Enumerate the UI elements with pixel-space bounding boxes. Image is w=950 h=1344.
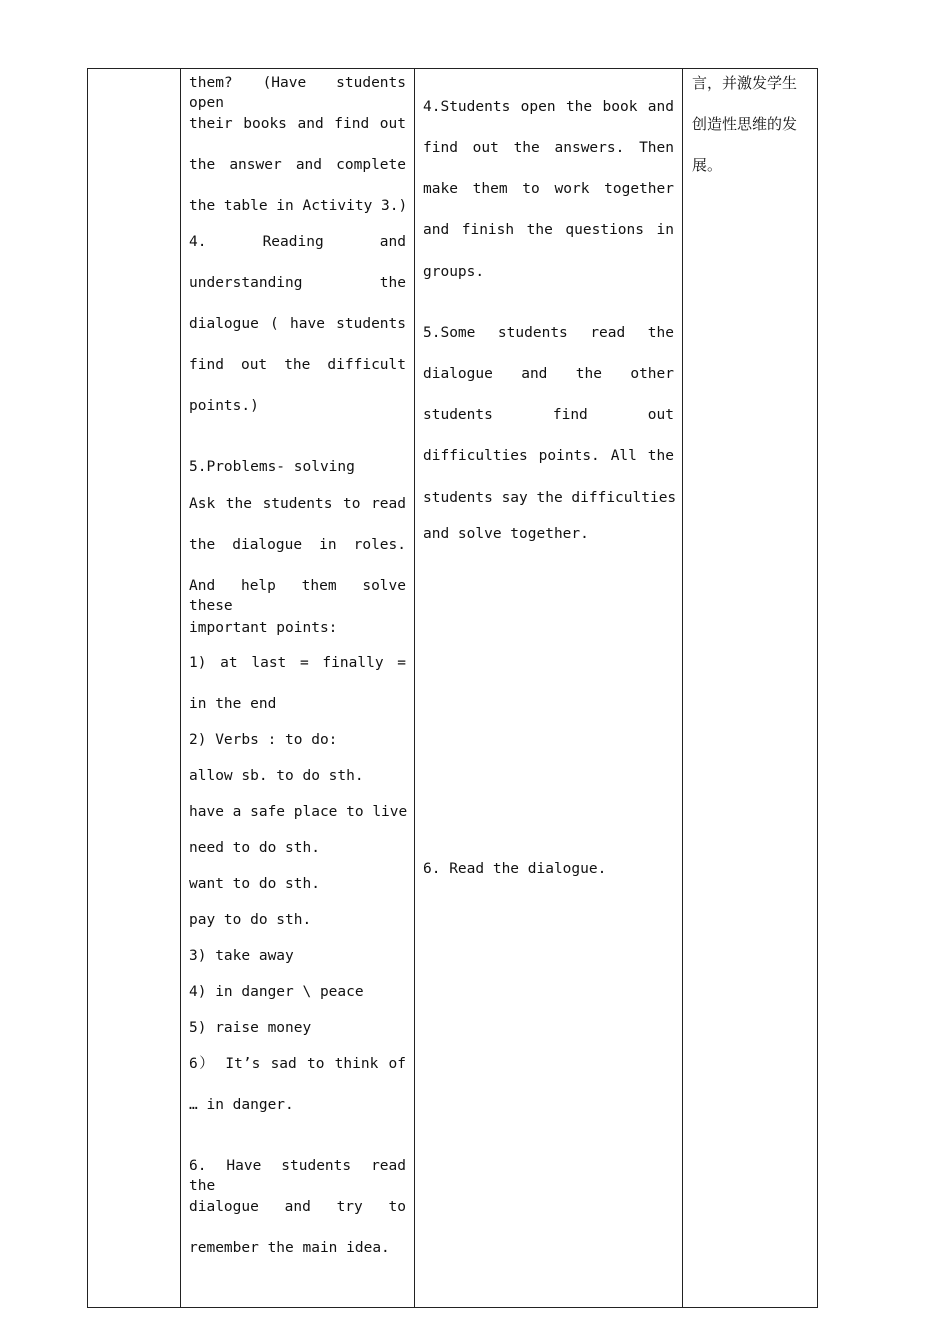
text-line: 创造性思维的发 (692, 115, 798, 133)
text-line: and solve together. (423, 526, 589, 542)
text-line: dialogue and try to (189, 1199, 406, 1215)
text-line: the answer and complete (189, 157, 406, 173)
text-line: pay to do sth. (189, 912, 312, 928)
text-line: 6） It’s sad to think of (189, 1056, 406, 1072)
text-line: remember the main idea. (189, 1240, 390, 1256)
student-activity-cell (414, 69, 682, 1307)
text-line: And help them solve these (189, 578, 406, 614)
text-line: their books and find out (189, 116, 406, 132)
text-line: dialogue and the other (423, 366, 674, 382)
text-line: 5) raise money (189, 1020, 312, 1036)
text-line: and finish the questions in (423, 222, 674, 238)
text-line: 1) at last = finally = (189, 655, 406, 671)
text-line: want to do sth. (189, 876, 320, 892)
text-line: … in danger. (189, 1097, 294, 1113)
text-line: 2) Verbs : to do: (189, 732, 338, 748)
text-line: 6. Read the dialogue. (423, 861, 607, 877)
table-cell-empty (88, 69, 180, 1307)
text-line: understanding the (189, 275, 406, 291)
text-line: 言，并激发学生 (692, 74, 798, 92)
text-line: find out the answers. Then (423, 140, 674, 156)
text-line: have a safe place to live (189, 804, 408, 820)
text-line: 4.Students open the book and (423, 99, 674, 115)
text-line: 展。 (692, 156, 723, 174)
text-line: 6. Have students read the (189, 1158, 406, 1194)
text-line: need to do sth. (189, 840, 320, 856)
text-line: make them to work together (423, 181, 674, 197)
lesson-plan-table (87, 68, 818, 1308)
text-line: allow sb. to do sth. (189, 768, 364, 784)
text-line: 4. Reading and (189, 234, 406, 250)
text-line: dialogue ( have students (189, 316, 406, 332)
text-line: Ask the students to read (189, 496, 406, 512)
text-line: the dialogue in roles. (189, 537, 406, 553)
text-line: points.) (189, 398, 259, 414)
text-line: them? (Have students open (189, 75, 406, 111)
text-line: students find out (423, 407, 674, 423)
text-line: important points: (189, 620, 338, 636)
text-line: 3) take away (189, 948, 294, 964)
text-line: find out the difficult (189, 357, 406, 373)
teacher-activity-cell (180, 69, 414, 1307)
text-line: 5.Some students read the (423, 325, 674, 341)
text-line: groups. (423, 264, 485, 280)
text-line: difficulties points. All the (423, 448, 674, 464)
text-line: 4) in danger \ peace (189, 984, 364, 1000)
text-line: 5.Problems- solving (189, 459, 355, 475)
text-line: in the end (189, 696, 277, 712)
design-intent-cell (682, 69, 819, 1307)
text-line: students say the difficulties (423, 490, 677, 506)
text-line: the table in Activity 3.) (189, 198, 408, 214)
